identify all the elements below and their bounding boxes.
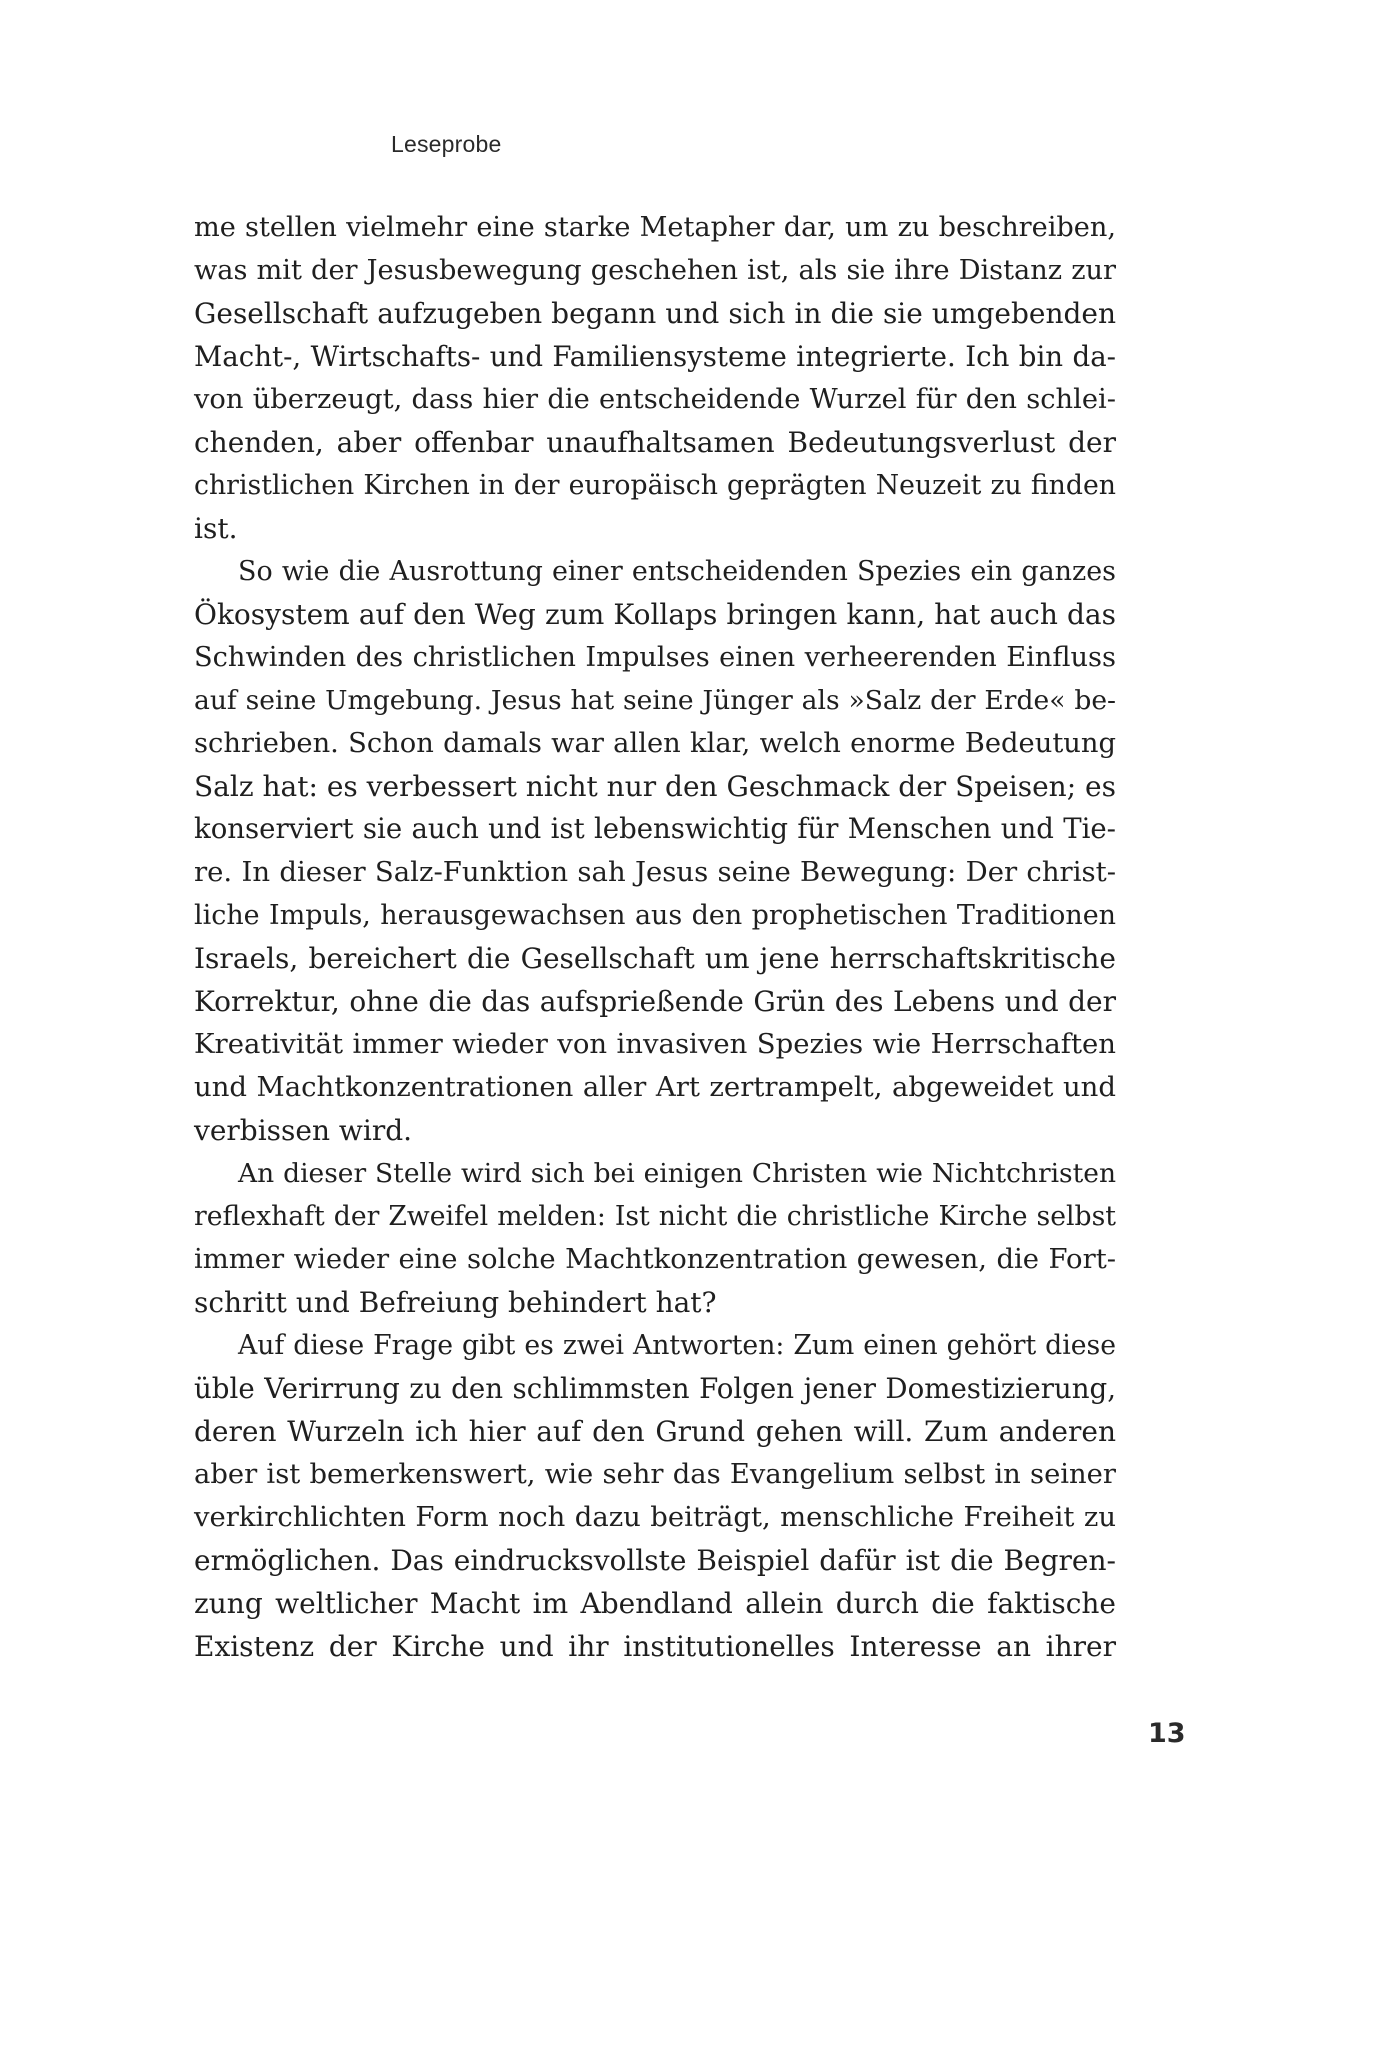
text-line: An dieser Stelle wird sich bei einigen Christen wie Nichtchristen xyxy=(238,1158,1116,1189)
text-line: reflexhaft der Zweifel melden: Ist nicht die christliche Kirche selbst xyxy=(194,1201,1116,1232)
text-line: liche Impuls, herausgewachsen aus den prophetischen Traditionen xyxy=(194,900,1116,931)
text-line: So wie die Ausrottung einer entscheidenden Spezies ein ganzes xyxy=(238,556,1116,587)
text-line: chenden, aber offenbar unaufhaltsamen Bedeutungsverlust der xyxy=(194,426,1116,459)
page-number: 13 xyxy=(1148,1718,1186,1749)
text-line: re. In dieser Salz-Funktion sah Jesus seine Bewegung: Der christ- xyxy=(194,856,1116,888)
text-line: aber ist bemerkenswert, wie sehr das Evangelium selbst in seiner xyxy=(194,1459,1116,1490)
text-line: verkirchlichten Form noch dazu beiträgt, menschliche Freiheit zu xyxy=(194,1502,1116,1533)
text-line: christlichen Kirchen in der europäisch geprägten Neuzeit zu finden xyxy=(194,470,1116,501)
text-line: Macht-, Wirtschafts- und Familiensysteme integrierte. Ich bin da- xyxy=(194,340,1116,373)
text-line: was mit der Jesusbewegung geschehen ist, als sie ihre Distanz zur xyxy=(194,255,1116,286)
text-line: Schwinden des christlichen Impulses einen verheerenden Einfluss xyxy=(194,642,1116,673)
text-line: Gesellschaft aufzugeben begann und sich in die sie umgebenden xyxy=(194,297,1116,330)
text-line: auf seine Umgebung. Jesus hat seine Jünger als »Salz der Erde« be- xyxy=(194,685,1116,716)
text-line: Israels, bereichert die Gesellschaft um jene herrschaftskritische xyxy=(194,942,1116,975)
text-line: üble Verirrung zu den schlimmsten Folgen jener Domestizierung, xyxy=(194,1372,1116,1405)
text-line: Ökosystem auf den Weg zum Kollaps bringen kann, hat auch das xyxy=(194,598,1116,631)
body-text xyxy=(194,206,1116,1668)
text-line: schritt und Befreiung behindert hat? xyxy=(194,1286,717,1319)
text-line: Auf diese Frage gibt es zwei Antworten: Zum einen gehört diese xyxy=(238,1330,1116,1361)
text-line: ist. xyxy=(194,512,238,545)
text-line: ermöglichen. Das eindrucksvollste Beispiel dafür ist die Begren- xyxy=(194,1544,1116,1577)
text-line: Kreativität immer wieder von invasiven Spezies wie Herrschaften xyxy=(194,1028,1116,1060)
text-line: me stellen vielmehr eine starke Metapher dar, um zu beschreiben, xyxy=(194,212,1116,243)
running-header: Leseprobe xyxy=(391,131,502,157)
text-line: zung weltlicher Macht im Abendland allein durch die faktische xyxy=(194,1587,1116,1620)
text-line: von überzeugt, dass hier die entscheidende Wurzel für den schlei- xyxy=(194,384,1116,415)
text-line: deren Wurzeln ich hier auf den Grund gehen will. Zum anderen xyxy=(194,1415,1116,1448)
text-line: Salz hat: es verbessert nicht nur den Geschmack der Speisen; es xyxy=(194,770,1116,803)
text-line: schrieben. Schon damals war allen klar, welch enorme Bedeutung xyxy=(194,728,1116,759)
text-line: immer wieder eine solche Machtkonzentration gewesen, die Fort- xyxy=(194,1244,1116,1275)
text-line: Korrektur, ohne die das aufsprießende Grün des Lebens und der xyxy=(194,985,1116,1018)
text-line: und Machtkonzentrationen aller Art zertrampelt, abgeweidet und xyxy=(194,1071,1116,1103)
text-line: konserviert sie auch und ist lebenswichtig für Menschen und Tie- xyxy=(194,813,1116,845)
text-line: Existenz der Kirche und ihr institutionelles Interesse an ihrer xyxy=(194,1630,1116,1663)
text-line: verbissen wird. xyxy=(194,1114,413,1147)
